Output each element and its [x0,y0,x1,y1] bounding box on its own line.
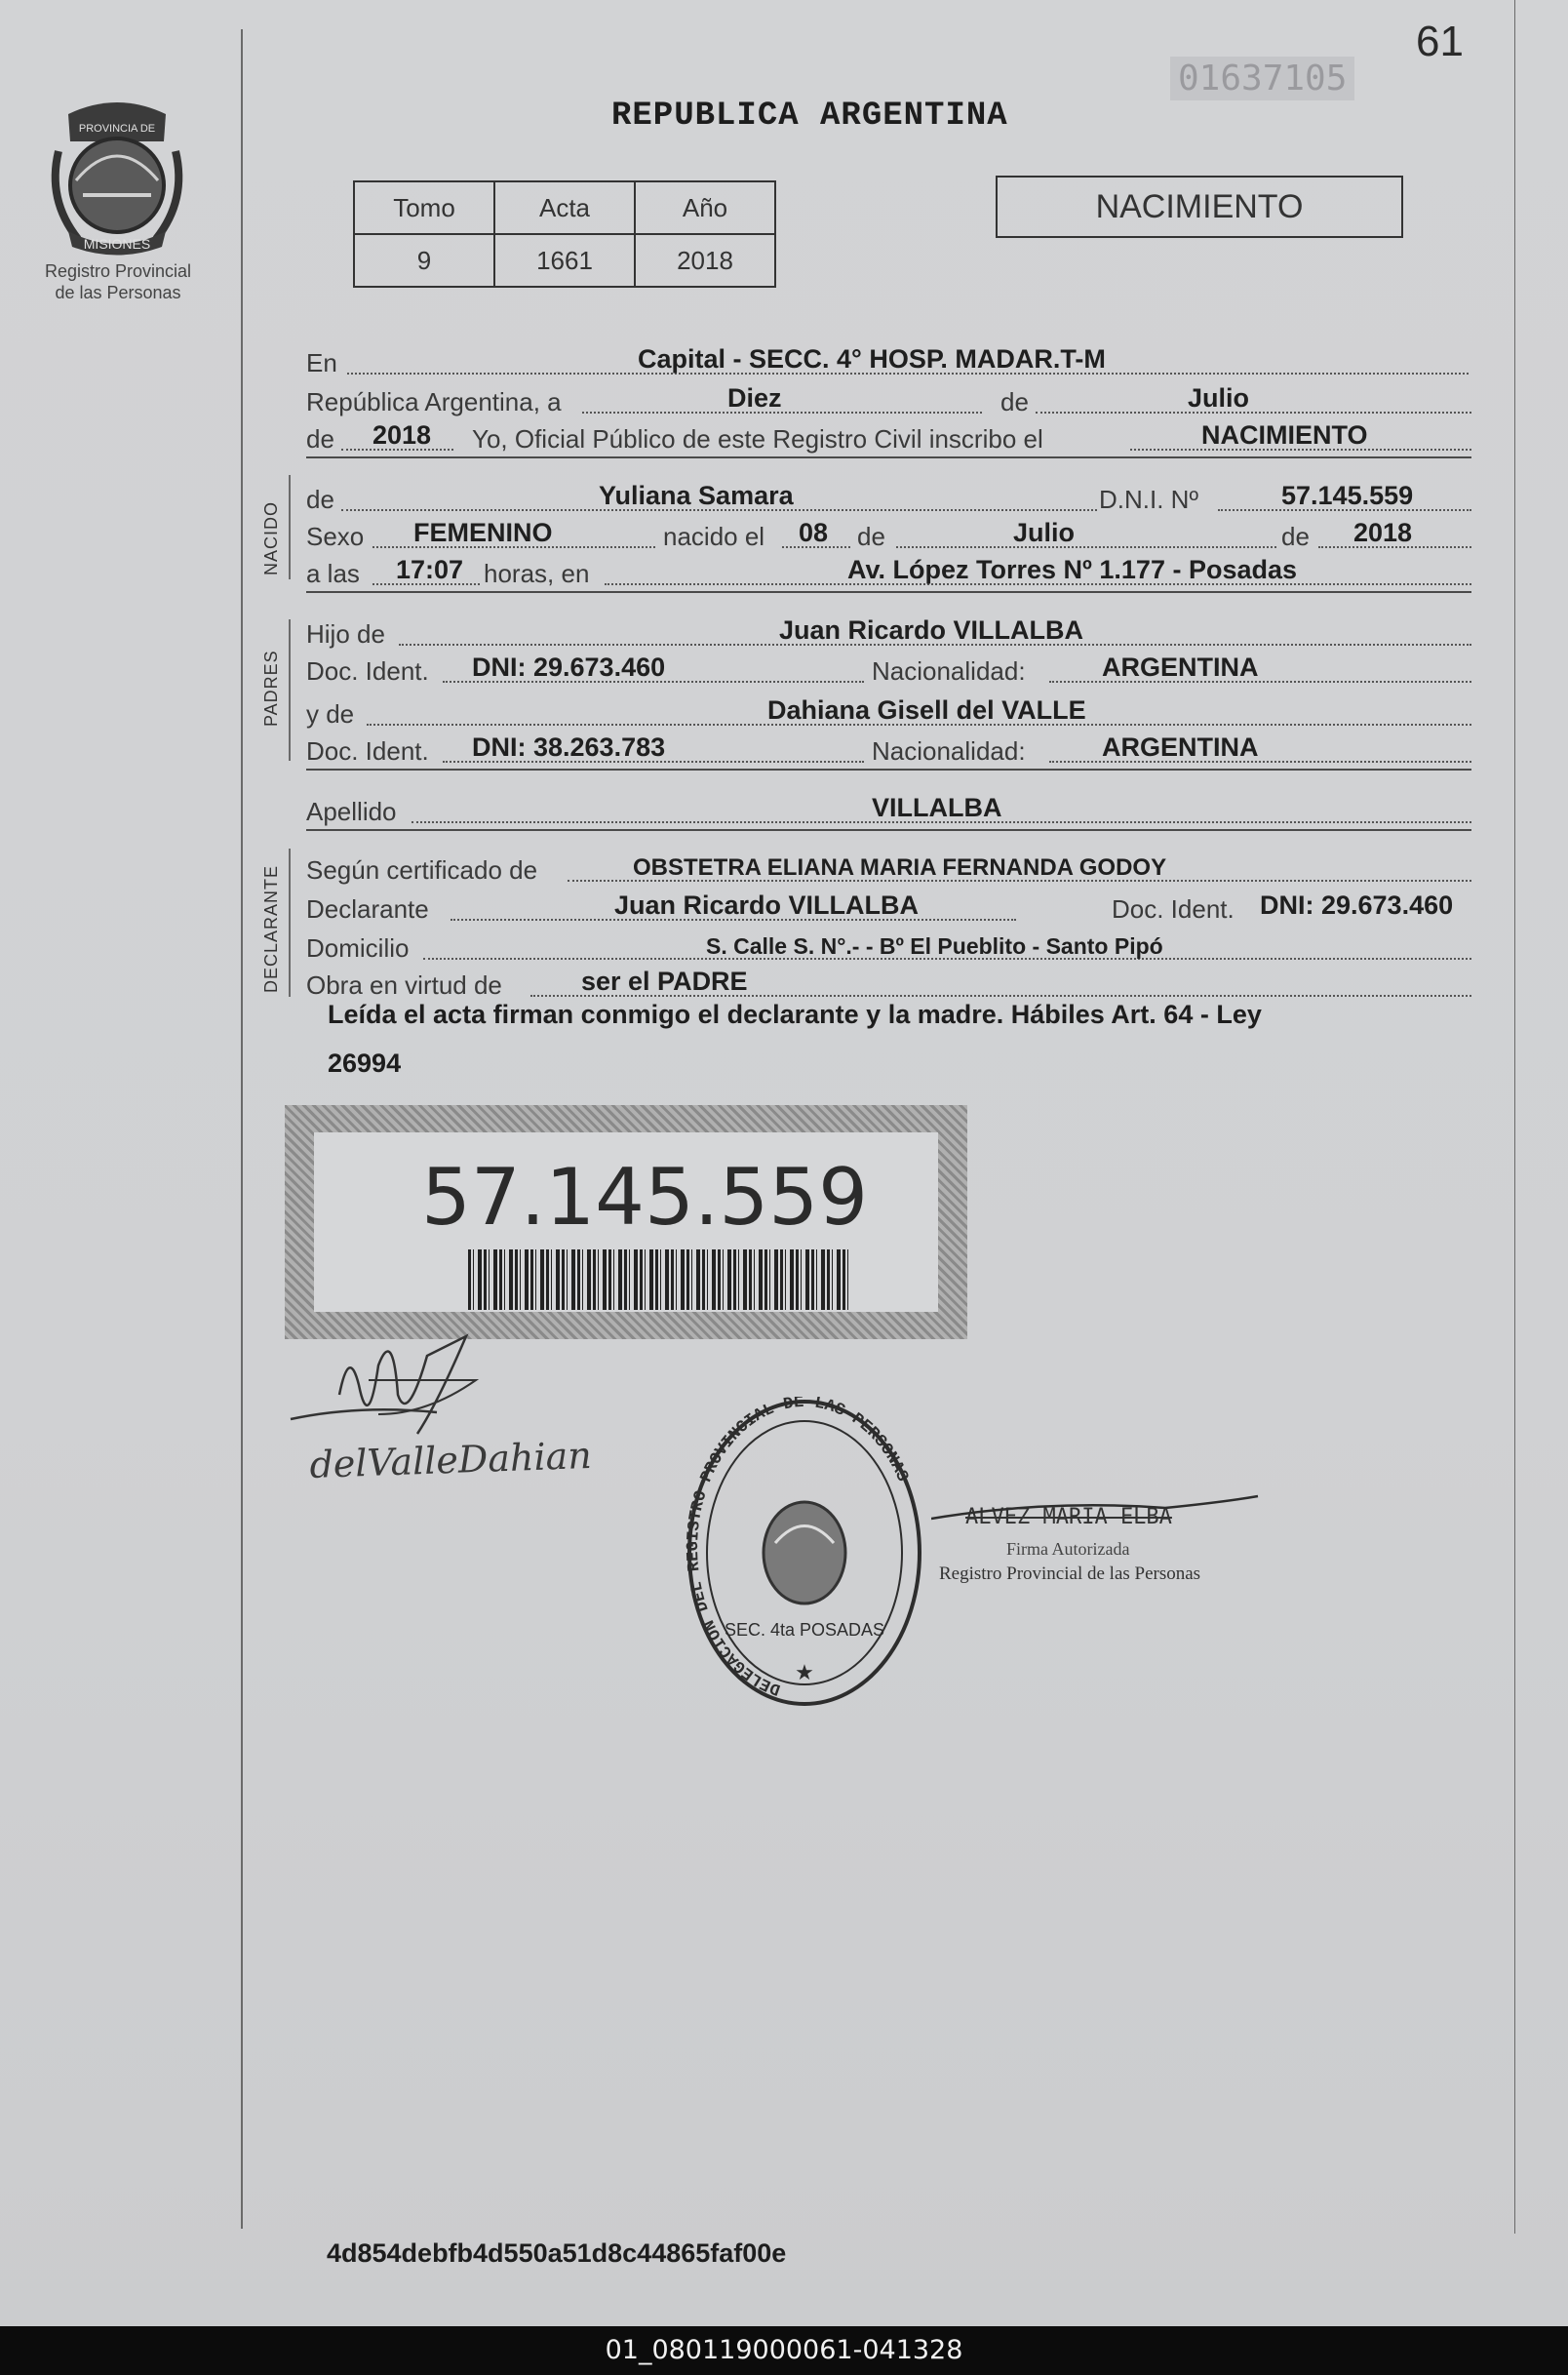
label-mother-nationality: Nacionalidad: [872,736,1026,766]
registry-caption-line1: Registro Provincial [44,261,192,281]
mother-signature [281,1326,593,1502]
acta-header: Acta [494,181,635,234]
label-a-las: a las [306,559,360,588]
row-father-doc [306,652,1471,691]
value-sex: FEMENINO [413,518,553,547]
row-capacity [306,966,1471,1005]
value-father-name: Juan Ricardo VILLALBA [779,615,1084,645]
row-place [306,343,1471,382]
label-segun-certificado: Según certificado de [306,855,538,885]
record-table [353,180,776,288]
label-obra-en-virtud: Obra en virtud de [306,970,502,1000]
label-mother-doc: Doc. Ident. [306,736,429,766]
dni-stamp-number: 57.145.559 [421,1152,869,1243]
serial-number: 01637105 [1170,57,1354,100]
label-yo-oficial: Yo, Oficial Público de este Registro Civil inscribo el [472,424,1043,454]
mother-signature-text: delValleDahiana [308,1433,593,1486]
value-birth-month: Julio [1013,518,1076,547]
row-declarant [306,890,1471,929]
value-mother-doc: DNI: 38.263.783 [472,732,666,762]
legal-note-line2: 26994 [328,1049,402,1078]
value-address: S. Calle S. N°.- - Bº El Pueblito - Santo Pipó [706,933,1163,959]
label-en: En [306,348,337,377]
acta-value: 1661 [494,234,635,287]
value-birth-year: 2018 [1353,518,1413,547]
official-name: ALVEZ MARIA ELBA [965,1505,1172,1529]
section-label-declarante: DECLARANTE [261,864,281,993]
label-de-birth-month: de [857,522,885,551]
row-father-name [306,614,1471,653]
value-certificate-by: OBSTETRA ELIANA MARIA FERNANDA GODOY [633,854,1167,881]
official-registry: Registro Provincial de las Personas [939,1564,1201,1584]
label-y-de: y de [306,699,355,729]
label-de-year: de [306,424,334,454]
value-day-words: Diez [727,383,782,413]
label-de-birth-year: de [1281,522,1310,551]
right-margin-line [1514,0,1515,2234]
page-number: 61 [1416,18,1464,65]
label-de-child: de [306,485,334,514]
dni-barcode [468,1249,848,1310]
seal-inner-text: SEC. 4ta POSADAS [724,1620,885,1640]
document-type-box: NACIMIENTO [996,176,1403,238]
label-de-month: de [1000,387,1029,416]
value-birth-place: Av. López Torres Nº 1.177 - Posadas [847,555,1298,584]
value-birth-time: 17:07 [396,555,464,584]
value-place: Capital - SECC. 4° HOSP. MADAR.T-M [638,344,1106,374]
row-surname [306,792,1471,831]
value-year: 2018 [372,420,432,450]
label-sexo: Sexo [306,522,365,551]
value-father-doc: DNI: 29.673.460 [472,653,666,682]
value-declarant-name: Juan Ricardo VILLALBA [614,891,920,920]
row-time-place [306,554,1471,593]
value-month: Julio [1188,383,1250,413]
file-id-bar: 01_080119000061-041328 [0,2326,1568,2375]
country-title: REPUBLICA ARGENTINA [611,98,1008,135]
row-address [306,929,1471,968]
label-declarant-doc: Doc. Ident. [1112,894,1235,924]
logo-text-bottom: MISIONES [83,236,151,252]
label-father-nationality: Nacionalidad: [872,656,1026,686]
label-apellido: Apellido [306,797,397,826]
value-act-type: NACIMIENTO [1201,420,1368,450]
section-label-nacido: NACIDO [261,500,281,575]
tomo-value: 9 [354,234,494,287]
row-certificate [306,851,1471,890]
row-mother-name [306,694,1471,733]
left-margin-line [241,29,243,2229]
province-logo [39,93,195,258]
label-father-doc: Doc. Ident. [306,656,429,686]
label-domicilio: Domicilio [306,933,410,963]
padres-bracket [289,619,291,761]
value-capacity: ser el PADRE [581,967,748,996]
value-mother-name: Dahiana Gisell del VALLE [767,695,1086,725]
legal-note-line1: Leída el acta firman conmigo el declarante y la madre. Hábiles Art. 64 - Ley [328,1000,1262,1029]
official-title: Firma Autorizada [1006,1539,1130,1559]
value-birth-day: 08 [799,518,829,547]
registry-caption-line2: de las Personas [55,283,181,302]
document-hash: 4d854debfb4d550a51d8c44865faf00e [327,2238,787,2268]
value-surname: VILLALBA [872,793,1002,822]
official-seal [683,1397,926,1719]
nacido-bracket [289,475,291,579]
label-declarante: Declarante [306,894,429,924]
value-father-nationality: ARGENTINA [1102,653,1259,682]
seal-ring-text: DELEGACION DEL REGISTRO PROVINCIAL DE LAS PERSONAS [685,1397,912,1698]
row-child-name [306,480,1471,519]
value-declarant-doc: DNI: 29.673.460 [1260,891,1454,920]
ano-value: 2018 [635,234,775,287]
label-nacido-el: nacido el [663,522,765,551]
label-hijo-de: Hijo de [306,619,385,649]
row-year [306,419,1471,458]
label-horas-en: horas, en [484,559,590,588]
value-child-dni: 57.145.559 [1281,481,1414,510]
row-date [306,382,1471,421]
official-signature-stroke [931,1494,1263,1524]
value-child-name: Yuliana Samara [599,481,794,510]
label-dni: D.N.I. Nº [1099,485,1198,514]
logo-text-top: PROVINCIA DE [78,123,156,135]
section-label-padres: PADRES [261,650,281,727]
tomo-header: Tomo [354,181,494,234]
ano-header: Año [635,181,775,234]
row-sex-birth [306,517,1471,556]
dni-stamp [285,1105,967,1339]
value-mother-nationality: ARGENTINA [1102,732,1259,762]
declarante-bracket [289,849,291,997]
label-republica: República Argentina, a [306,387,562,416]
row-mother-doc [306,732,1471,771]
seal-star-icon: ★ [795,1660,814,1684]
